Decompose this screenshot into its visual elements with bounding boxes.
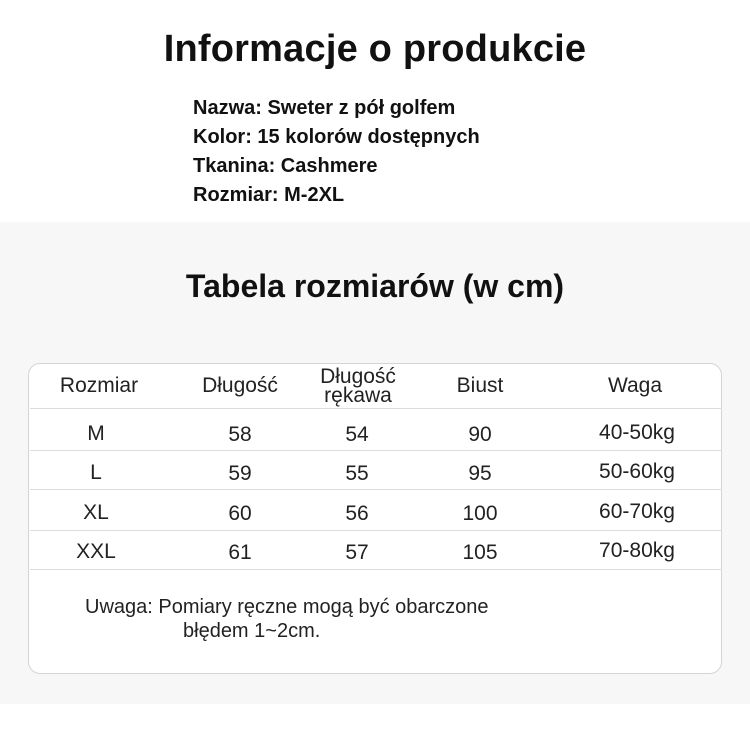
header-sleeve-length xyxy=(320,367,396,405)
table-cell-size: XXL xyxy=(76,540,116,563)
product-name-line: Nazwa: Sweter z pół golfem xyxy=(193,97,456,119)
product-info-title: Informacje o produkcie xyxy=(163,28,587,70)
bottom-margin xyxy=(0,704,750,750)
table-cell-size: XL xyxy=(83,501,109,524)
table-cell-length: 58 xyxy=(228,423,252,446)
table-cell-sleeve: 56 xyxy=(345,502,369,525)
table-cell-bust: 95 xyxy=(468,462,492,485)
measurement-note xyxy=(85,595,489,643)
table-cell-bust: 105 xyxy=(462,541,498,564)
size-chart-title: Tabela rozmiarów (w cm) xyxy=(185,268,565,304)
header-weight: Waga xyxy=(607,374,663,397)
size-table-card xyxy=(28,363,722,674)
product-size-line: Rozmiar: M-2XL xyxy=(193,184,345,206)
table-cell-length: 59 xyxy=(228,462,252,485)
row-divider xyxy=(30,489,722,490)
note-line-2: błędem 1~2cm. xyxy=(183,620,321,642)
header-size: Rozmiar xyxy=(59,374,139,397)
row-divider xyxy=(30,408,722,409)
table-cell-size: L xyxy=(90,461,102,484)
header-bust: Biust xyxy=(456,374,504,397)
row-divider xyxy=(30,450,722,451)
table-cell-weight: 40-50kg xyxy=(599,421,675,444)
table-cell-bust: 100 xyxy=(462,502,498,525)
header-length: Długość xyxy=(202,374,278,397)
table-cell-sleeve: 55 xyxy=(345,462,369,485)
note-line-1: Uwaga: Pomiary ręczne mogą być obarczone xyxy=(85,596,489,618)
table-cell-bust: 90 xyxy=(468,423,492,446)
product-info-list xyxy=(193,94,480,210)
table-cell-length: 60 xyxy=(228,502,252,525)
table-cell-weight: 50-60kg xyxy=(599,460,675,483)
product-fabric-line: Tkanina: Cashmere xyxy=(193,155,378,177)
row-divider xyxy=(30,569,722,570)
table-cell-size: M xyxy=(87,422,105,445)
product-color-line: Kolor: 15 kolorów dostępnych xyxy=(193,126,480,148)
table-cell-sleeve: 54 xyxy=(345,423,369,446)
table-cell-sleeve: 57 xyxy=(345,541,369,564)
header-sleeve-line2: rękawa xyxy=(324,384,392,407)
table-cell-length: 61 xyxy=(228,541,252,564)
table-cell-weight: 70-80kg xyxy=(599,539,675,562)
row-divider xyxy=(30,530,722,531)
table-cell-weight: 60-70kg xyxy=(599,500,675,523)
header-sleeve-line1: Długość xyxy=(320,365,396,388)
